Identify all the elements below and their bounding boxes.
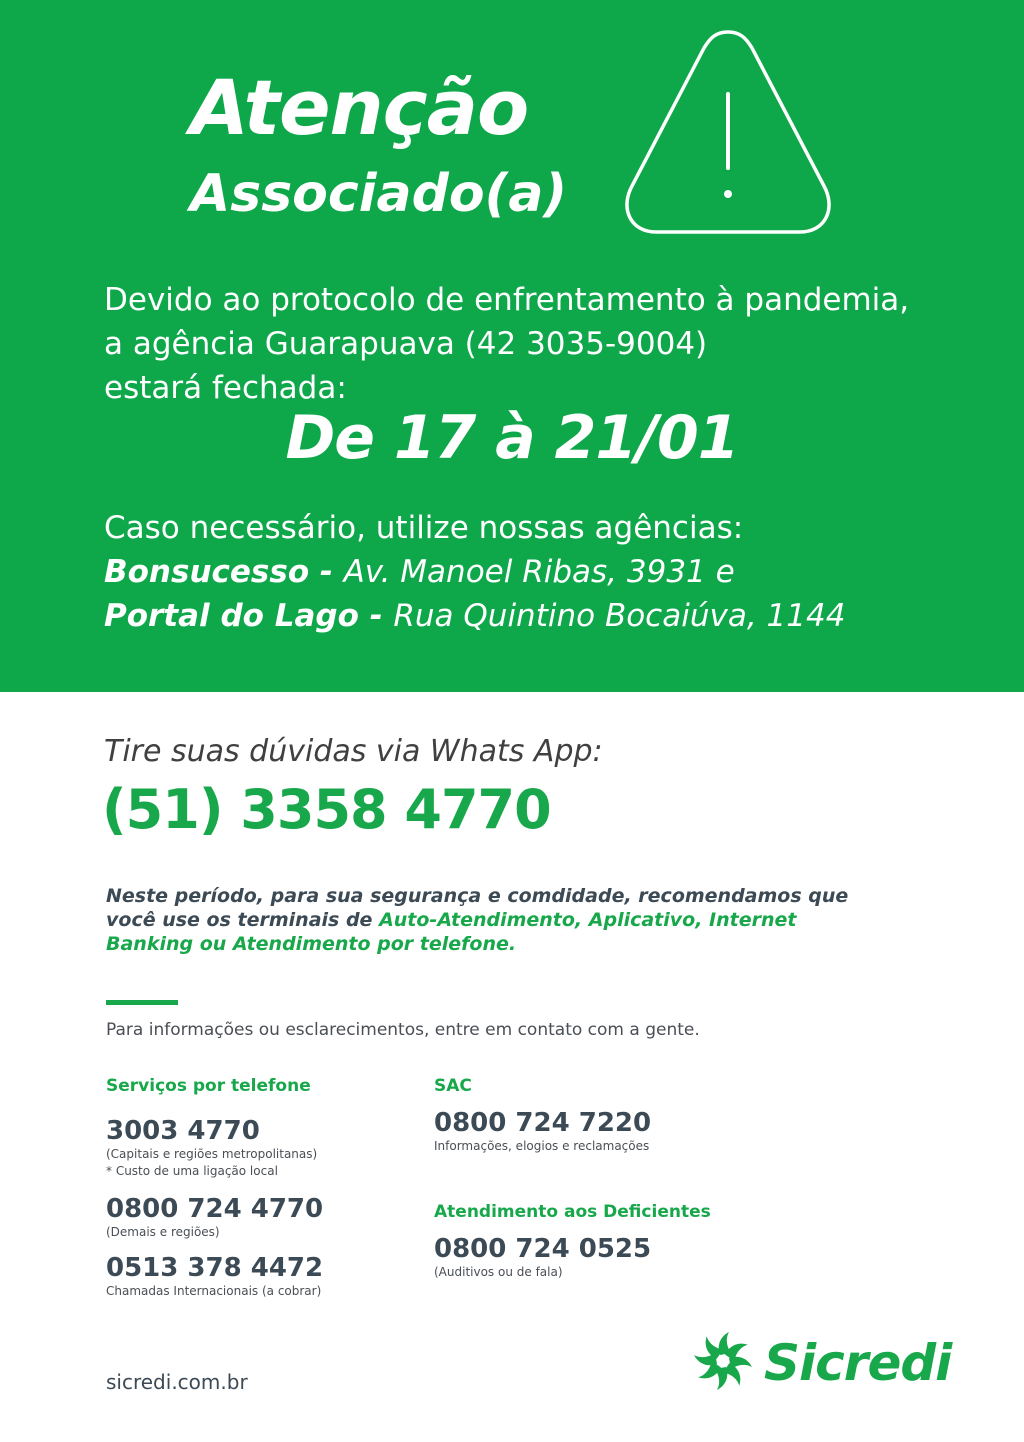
notice-line: estará fechada: bbox=[104, 370, 347, 406]
sicredi-logo-icon bbox=[692, 1330, 754, 1392]
phone-services-column bbox=[106, 1076, 323, 1300]
closure-dates bbox=[0, 403, 1024, 473]
divider bbox=[106, 1000, 178, 1005]
title-atencao: Atenção bbox=[190, 63, 529, 152]
recommendation-end: . bbox=[508, 933, 517, 955]
phone-note: (Capitais e regiões metropolitanas) bbox=[106, 1147, 318, 1161]
agency-address: Av. Manoel Ribas, 3931 e bbox=[343, 554, 735, 590]
phone-entry bbox=[106, 1253, 323, 1300]
recommendation-highlight: Auto-Atendimento, Aplicativo, Internet Banking ou Atendimento por telefone bbox=[106, 909, 797, 955]
alternative-agency bbox=[104, 594, 845, 638]
title-associado: Associado(a) bbox=[190, 164, 568, 224]
notice-line: Devido ao protocolo de enfrentamento à pandemia, bbox=[104, 282, 910, 318]
phone-services-title: Serviços por telefone bbox=[106, 1076, 311, 1096]
warning-icon bbox=[620, 26, 836, 238]
alternative-agency bbox=[104, 550, 735, 594]
sac-title: SAC bbox=[434, 1076, 472, 1096]
sac-phone[interactable]: 0800 724 7220 bbox=[434, 1108, 652, 1138]
accessibility-note: (Auditivos ou de fala) bbox=[434, 1265, 563, 1279]
phone-entry bbox=[106, 1194, 323, 1241]
whatsapp-label: Tire suas dúvidas via Whats App: bbox=[104, 734, 603, 769]
sac-note: Informações, elogios e reclamações bbox=[434, 1139, 650, 1153]
closure-notice bbox=[104, 278, 984, 410]
phone-note: Chamadas Internacionais (a cobrar) bbox=[106, 1284, 322, 1298]
agency-name: Portal do Lago - bbox=[104, 598, 394, 634]
phone-note: * Custo de uma ligação local bbox=[106, 1164, 278, 1178]
website-link[interactable]: sicredi.com.br bbox=[106, 1370, 248, 1394]
agency-name: Bonsucesso - bbox=[104, 554, 344, 590]
agency-address: Rua Quintino Bocaiúva, 1144 bbox=[393, 598, 846, 634]
closure-dates-text: De 17 à 21/01 bbox=[285, 403, 739, 473]
recommendation-text bbox=[106, 884, 876, 956]
recommendation-body: Neste período, para sua segurança e comdidade, recomendamos que você use os terminais de bbox=[106, 885, 849, 931]
notice-line: a agência Guarapuava (42 3035-9004) bbox=[104, 326, 708, 362]
phone-entry bbox=[106, 1116, 323, 1180]
phone-number[interactable]: 0513 378 4472 bbox=[106, 1253, 324, 1283]
phone-number[interactable]: 3003 4770 bbox=[106, 1116, 260, 1146]
accessibility-title: Atendimento aos Deficientes bbox=[434, 1202, 711, 1222]
alert-banner bbox=[0, 0, 1024, 692]
brand-logo: Sicredi bbox=[764, 1334, 952, 1392]
contact-intro: Para informações ou esclarecimentos, entre em contato com a gente. bbox=[106, 1020, 700, 1040]
whatsapp-number[interactable]: (51) 3358 4770 bbox=[102, 778, 551, 841]
accessibility-phone[interactable]: 0800 724 0525 bbox=[434, 1234, 652, 1264]
alternatives-lead: Caso necessário, utilize nossas agências: bbox=[104, 510, 744, 546]
phone-number[interactable]: 0800 724 4770 bbox=[106, 1194, 324, 1224]
accessibility-column bbox=[434, 1202, 711, 1281]
phone-note: (Demais e regiões) bbox=[106, 1225, 220, 1239]
sac-column bbox=[434, 1076, 651, 1155]
